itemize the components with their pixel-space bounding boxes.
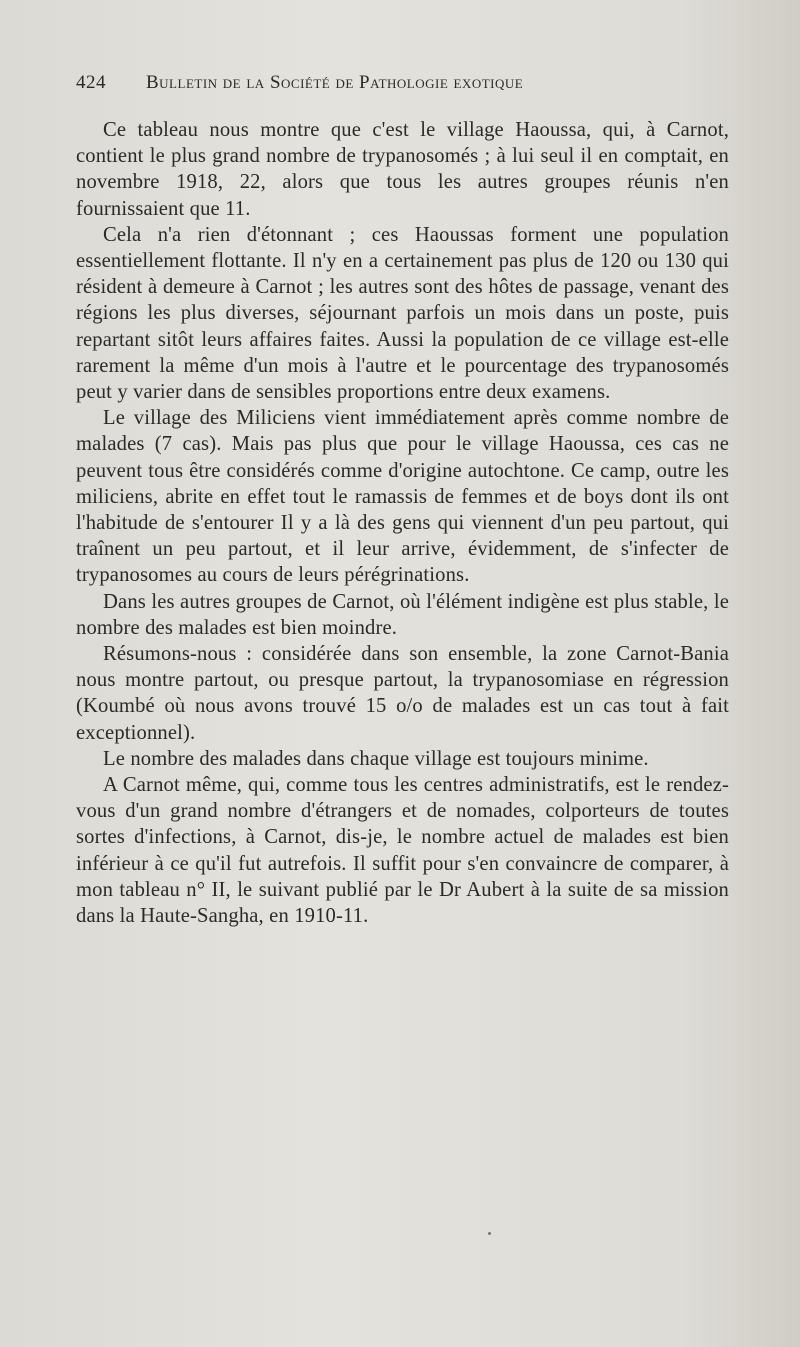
paragraph-3: Le village des Miliciens vient immédiatement après comme nombre de malades (7 cas). Mais pas plus que pour le village Haoussa, ces cas ne peuvent tous être considérés comme d'origine autochtone. Ce camp, outre les miliciens, abrite en effet tout le ramassis de femmes et de boys dont ils ont l'habitude de s'entourer Il y a là des gens qui viennent d'un peu partout, qui traînent un peu partout, et il leur arrive, évidemment, de s'infecter de trypanosomes au cours de leurs pérégrinations.	[76, 407, 729, 587]
paragraph-2: Cela n'a rien d'étonnant ; ces Haoussas forment une population essentiellement flottante. Il n'y en a certainement pas plus de 120 ou 130 qui résident à demeure à Carnot ; les autres sont des hôtes de passage, venant des régions les plus diverses, séjournant parfois un mois dans un poste, puis repartant sitôt leurs affaires faites. Aussi la population de ce village est-elle rarement la même d'un mois à l'autre et le pourcentage des trypanosomés peut y varier dans de sensibles proportions entre deux examens.	[76, 223, 729, 404]
page-number: 424	[76, 72, 106, 93]
running-title: Bulletin de la Société de Pathologie exotique	[146, 72, 524, 93]
paragraph-5: Résumons-nous : considérée dans son ensemble, la zone Carnot-Bania nous montre partout, ou presque partout, la trypanosomiase en régression (Koumbé où nous avons trouvé 15 o/o de malades est un cas tout à fait exceptionnel).	[76, 643, 729, 744]
paragraph-7: A Carnot même, qui, comme tous les centres administratifs, est le rendez-vous d'un grand nombre d'étrangers et de nomades, colporteurs de toutes sortes d'infections, à Carnot, dis-je, le nombre actuel de malades est bien inférieur à ce qu'il fut autrefois. Il suffit pour s'en convaincre de comparer, à mon tableau n° II, le suivant publié par le Dr Aubert à la suite de sa mission dans la Haute-Sangha, en 1910-11.	[76, 774, 729, 928]
body-text	[76, 117, 729, 929]
paragraph-6: Le nombre des malades dans chaque village est toujours minime.	[103, 747, 649, 770]
paragraph-1: Ce tableau nous montre que c'est le village Haoussa, qui, à Carnot, contient le plus grand nombre de trypanosomés ; à lui seul il en comptait, en novembre 1918, 22, alors que tous les autres groupes réunis n'en fournissaient que 11.	[76, 119, 729, 220]
ink-speck	[488, 1232, 491, 1235]
paragraph-4: Dans les autres groupes de Carnot, où l'élément indigène est plus stable, le nombre des malades est bien moindre.	[76, 590, 729, 639]
